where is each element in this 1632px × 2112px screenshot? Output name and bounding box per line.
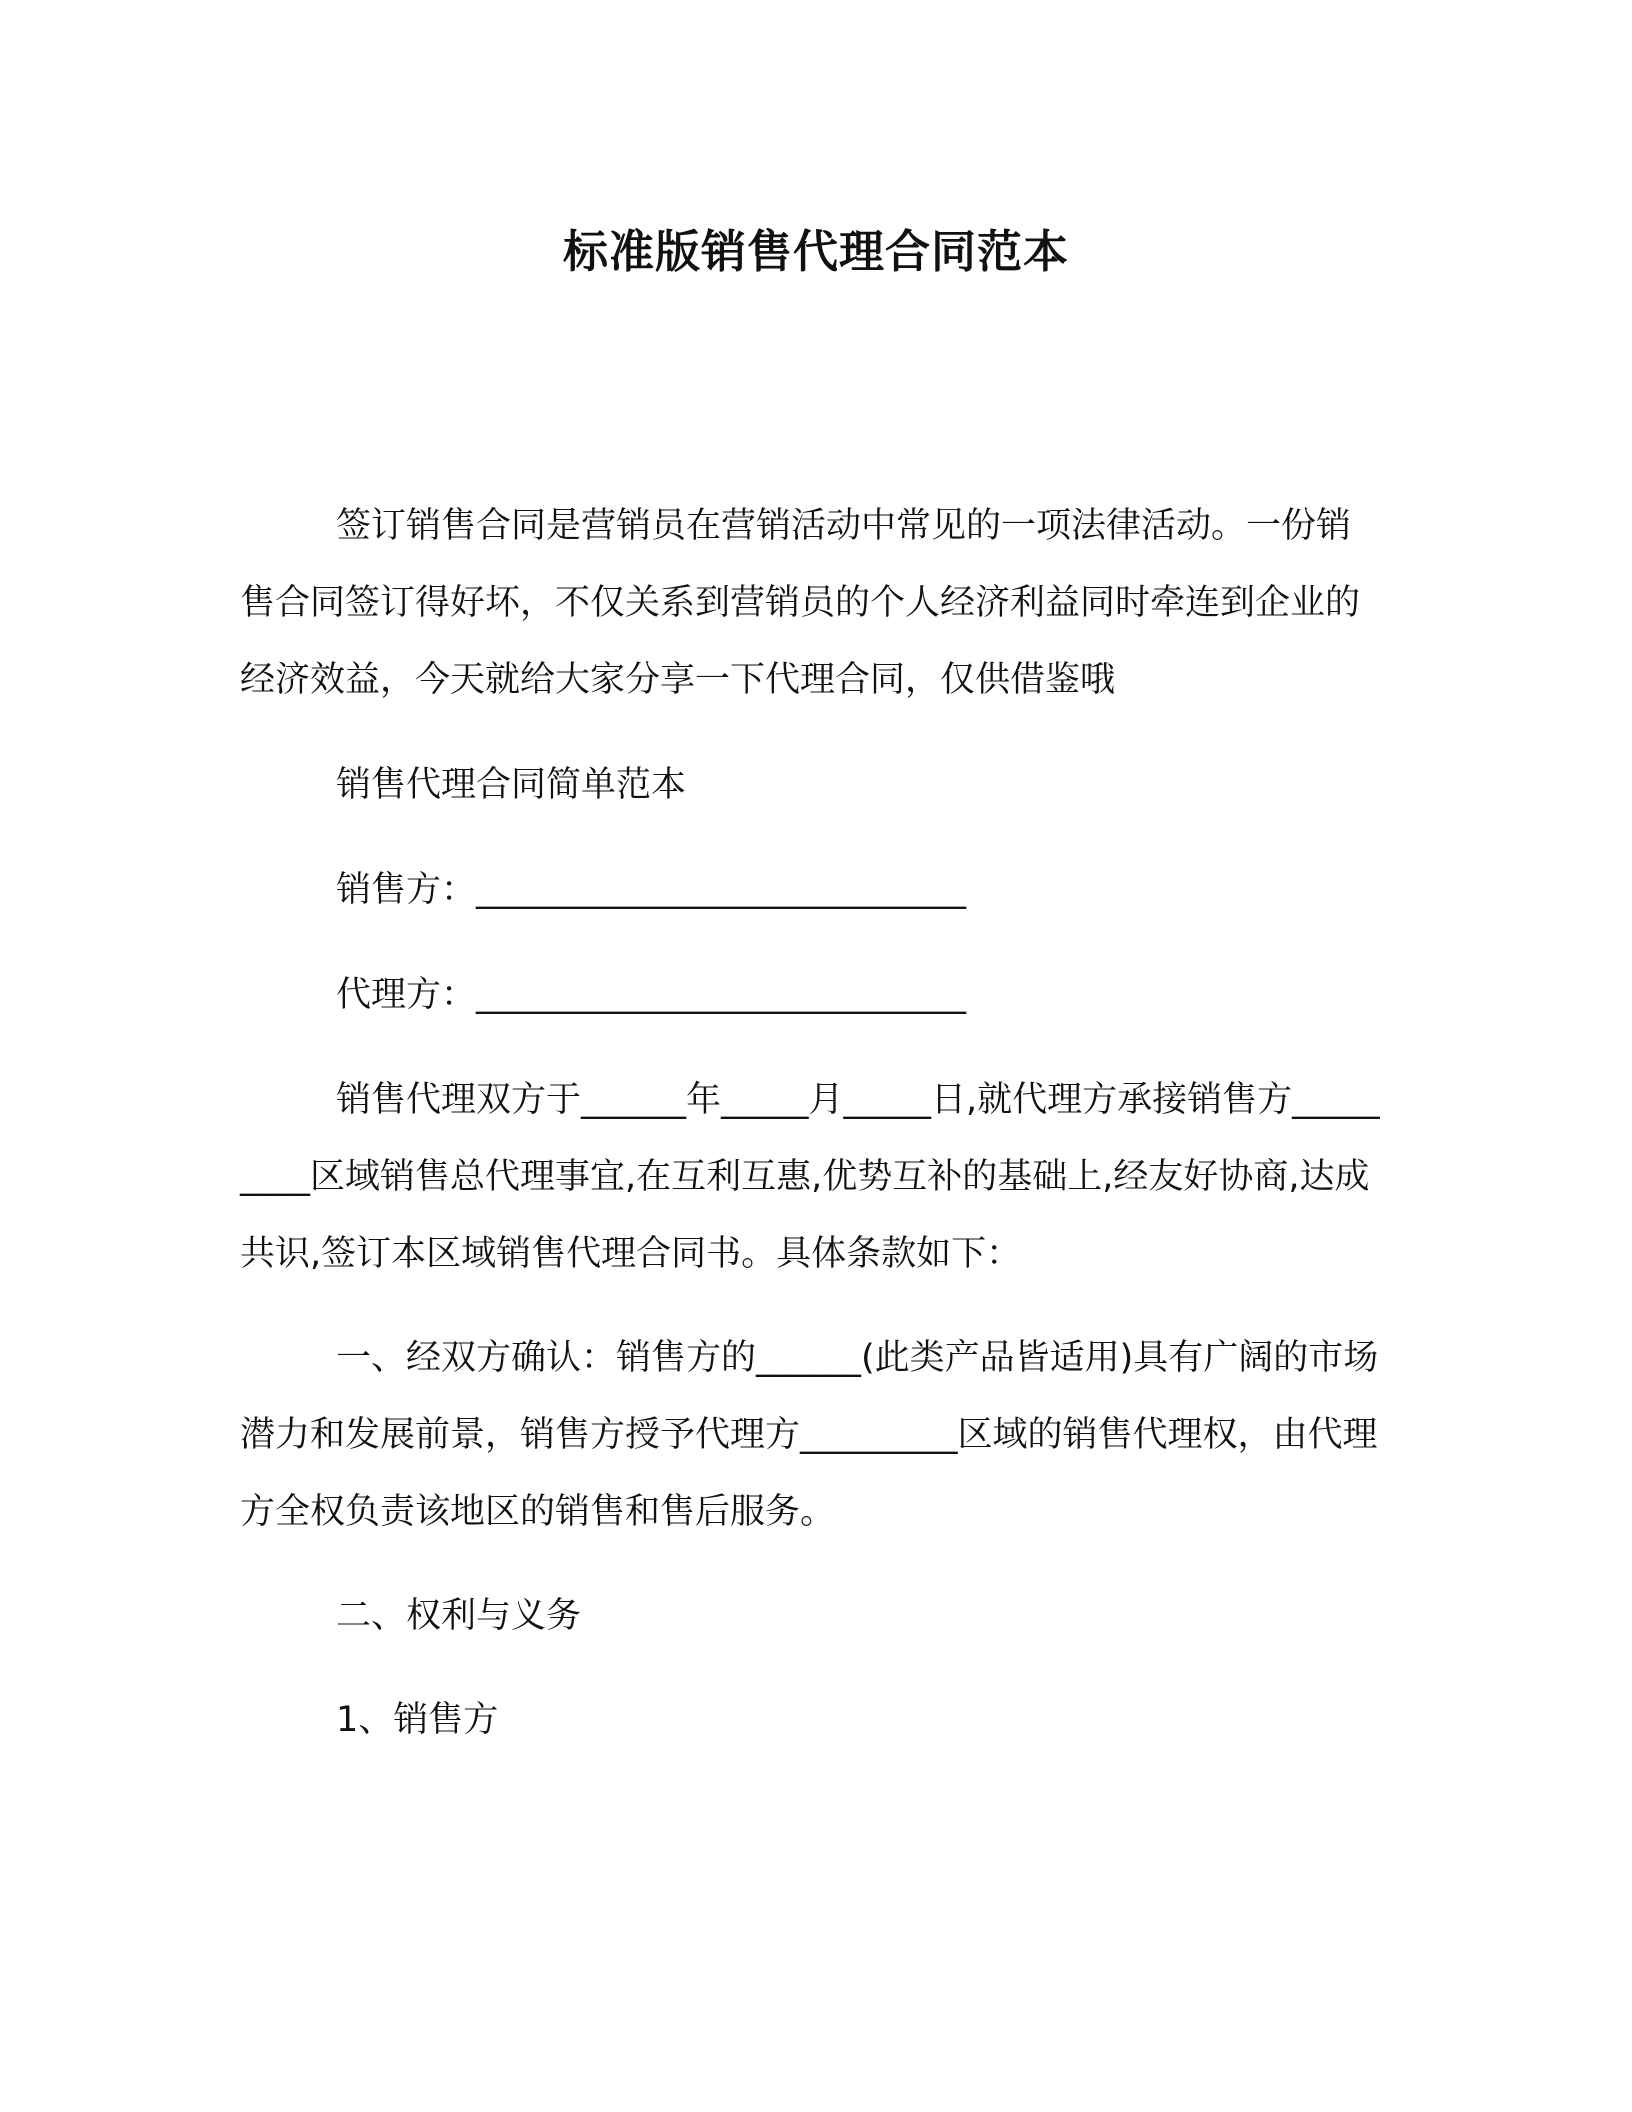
document-body — [240, 488, 1380, 1759]
clause-one-paragraph: 一、经双方确认：销售方的______(此类产品皆适用)具有广阔的市场潜力和发展前景，销售方授予代理方_________区域的销售代理权，由代理方全权负责该地区的销售和售后服务。 — [240, 1338, 1379, 1532]
agent-field-line: 代理方：____________________________ — [336, 975, 967, 1015]
intro-paragraph: 签订销售合同是营销员在营销活动中常见的一项法律活动。一份销售合同签订得好坏，不仅关系到营销员的个人经济利益同时牵连到企业的经济效益，今天就给大家分享一下代理合同，仅供借鉴哦 — [240, 506, 1361, 700]
section-heading-simple-template: 销售代理合同简单范本 — [336, 765, 687, 805]
clause-two-heading: 二、权利与义务 — [336, 1596, 582, 1636]
subclause-seller-heading: 1、销售方 — [336, 1700, 499, 1740]
seller-field-line: 销售方：____________________________ — [336, 870, 967, 910]
agreement-paragraph: 销售代理双方于______年_____月_____日,就代理方承接销售方_________区域销售总代理事宜,在互利互惠,优势互补的基础上,经友好协商,达成共识,签订本区域销售代理合同书。具体条款如下： — [240, 1080, 1380, 1274]
document-title: 标准版销售代理合同范本 — [562, 225, 1069, 278]
